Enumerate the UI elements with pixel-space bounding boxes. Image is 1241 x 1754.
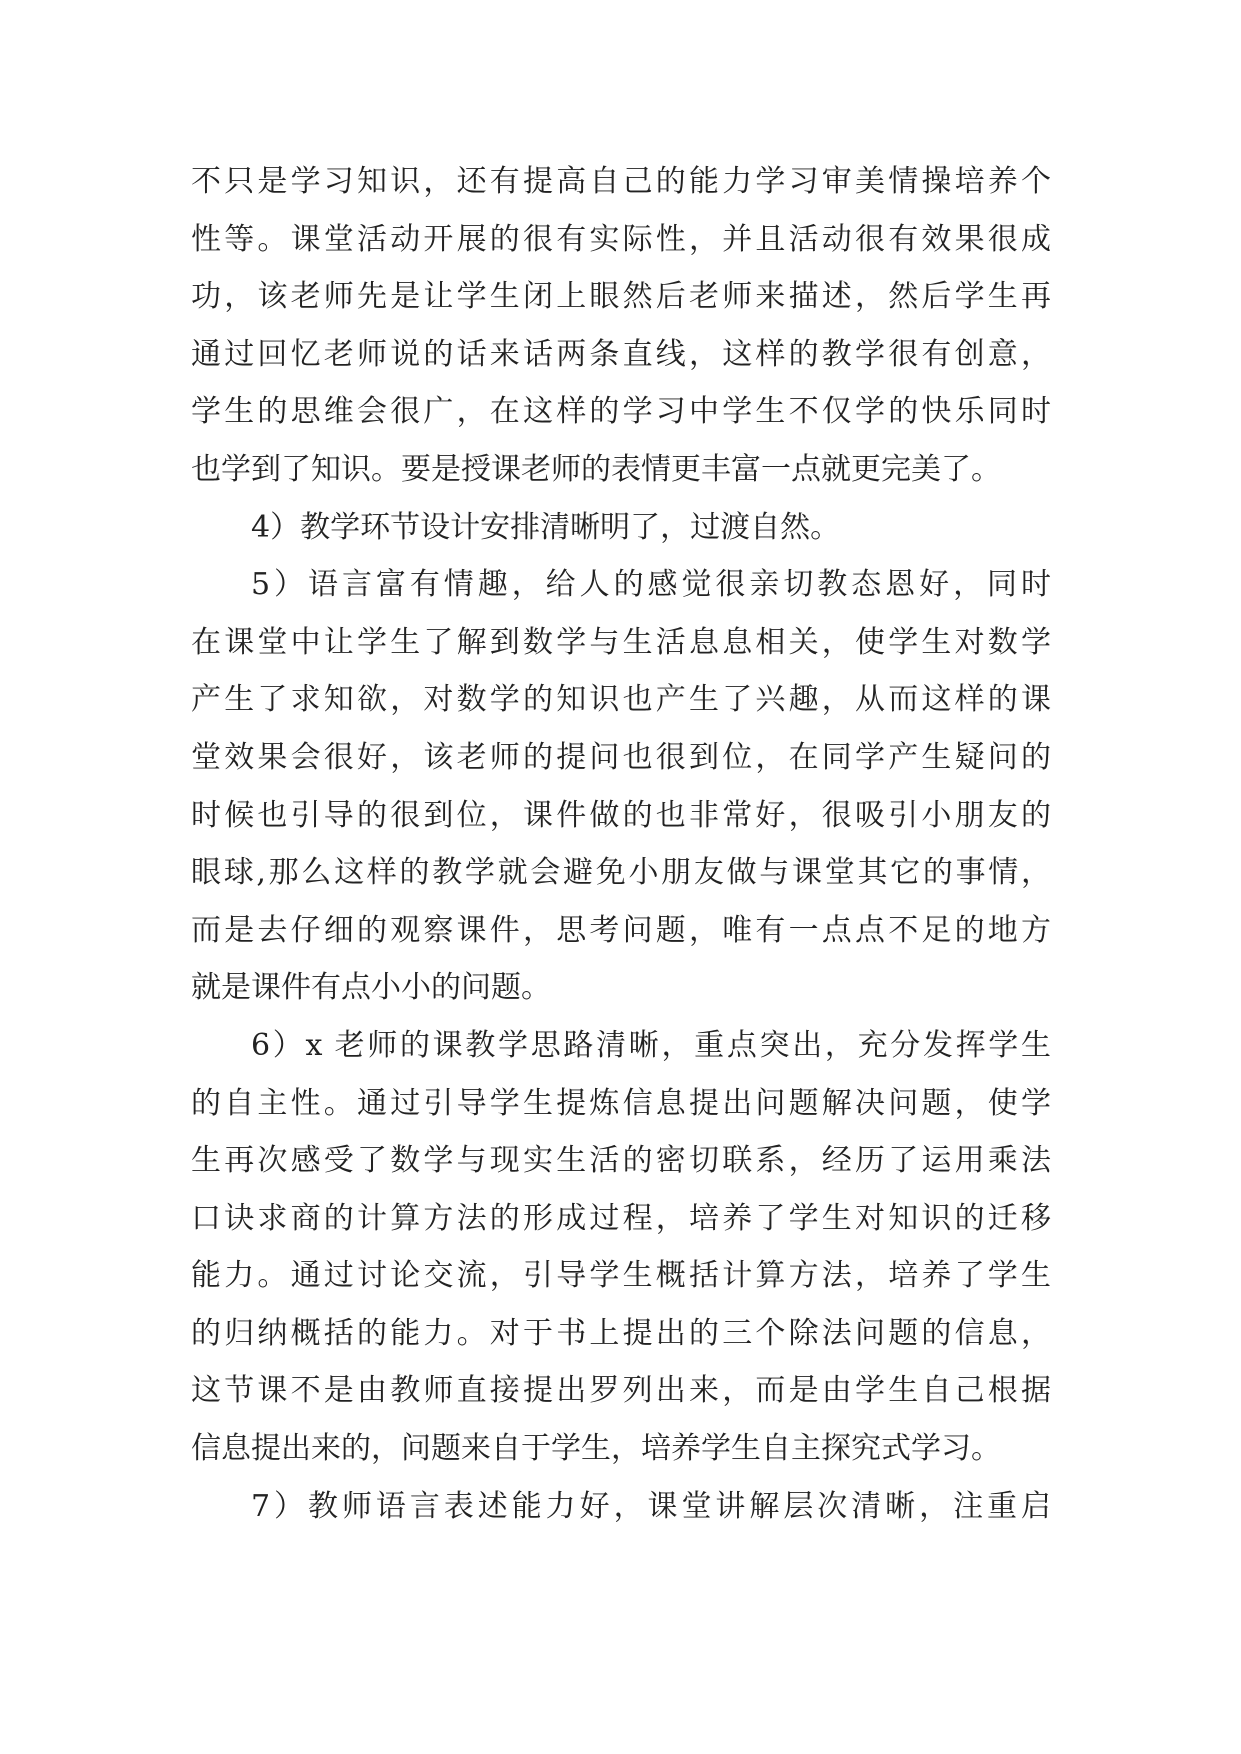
text-line: 6）x 老师的课教学思路清晰，重点突出，充分发挥学生 [251,1027,1051,1063]
text-line: 在课堂中让学生了解到数学与生活息息相关，使学生对数学 [191,624,1051,660]
text-line: 学生的思维会很广，在这样的学习中学生不仅学的快乐同时 [191,394,1051,430]
text-line: 功，该老师先是让学生闭上眼然后老师来描述，然后学生再 [191,279,1051,315]
body-text [191,153,1051,1535]
text-line: 时候也引导的很到位，课件做的也非常好，很吸引小朋友的 [191,797,1051,833]
text-line: 5）语言富有情趣，给人的感觉很亲切教态恩好，同时 [251,567,1051,603]
text-line: 7）教师语言表述能力好，课堂讲解层次清晰，注重启 [251,1488,1051,1524]
text-line: 而是去仔细的观察课件，思考问题，唯有一点点不足的地方 [191,912,1051,948]
text-line: 能力。通过讨论交流，引导学生概括计算方法，培养了学生 [191,1258,1051,1294]
text-line: 不只是学习知识，还有提高自己的能力学习审美情操培养个 [191,164,1051,199]
text-line: 通过回忆老师说的话来话两条直线，这样的教学很有创意， [191,336,1051,372]
text-line: 信息提出来的，问题来自于学生，培养学生自主探究式学习。 [191,1431,1001,1467]
text-line: 性等。课堂活动开展的很有实际性，并且活动很有效果很成 [191,221,1051,257]
text-line: 就是课件有点小小的问题。 [191,970,551,1006]
text-line: 生再次感受了数学与现实生活的密切联系，经历了运用乘法 [191,1143,1051,1179]
text-line: 也学到了知识。要是授课老师的表情更丰富一点就更完美了。 [191,451,1001,487]
text-line: 产生了求知欲，对数学的知识也产生了兴趣，从而这样的课 [191,682,1051,718]
text-line: 眼球,那么这样的教学就会避免小朋友做与课堂其它的事情， [191,855,1051,891]
text-line: 的自主性。通过引导学生提炼信息提出问题解决问题，使学 [191,1085,1051,1121]
text-line: 这节课不是由教师直接提出罗列出来，而是由学生自己根据 [191,1373,1051,1409]
text-line: 4）教学环节设计安排清晰明了，过渡自然。 [251,509,841,545]
text-line: 堂效果会很好，该老师的提问也很到位，在同学产生疑问的 [191,739,1051,775]
text-line: 的归纳概括的能力。对于书上提出的三个除法问题的信息， [191,1315,1051,1351]
text-line: 口诀求商的计算方法的形成过程，培养了学生对知识的迁移 [191,1200,1051,1236]
